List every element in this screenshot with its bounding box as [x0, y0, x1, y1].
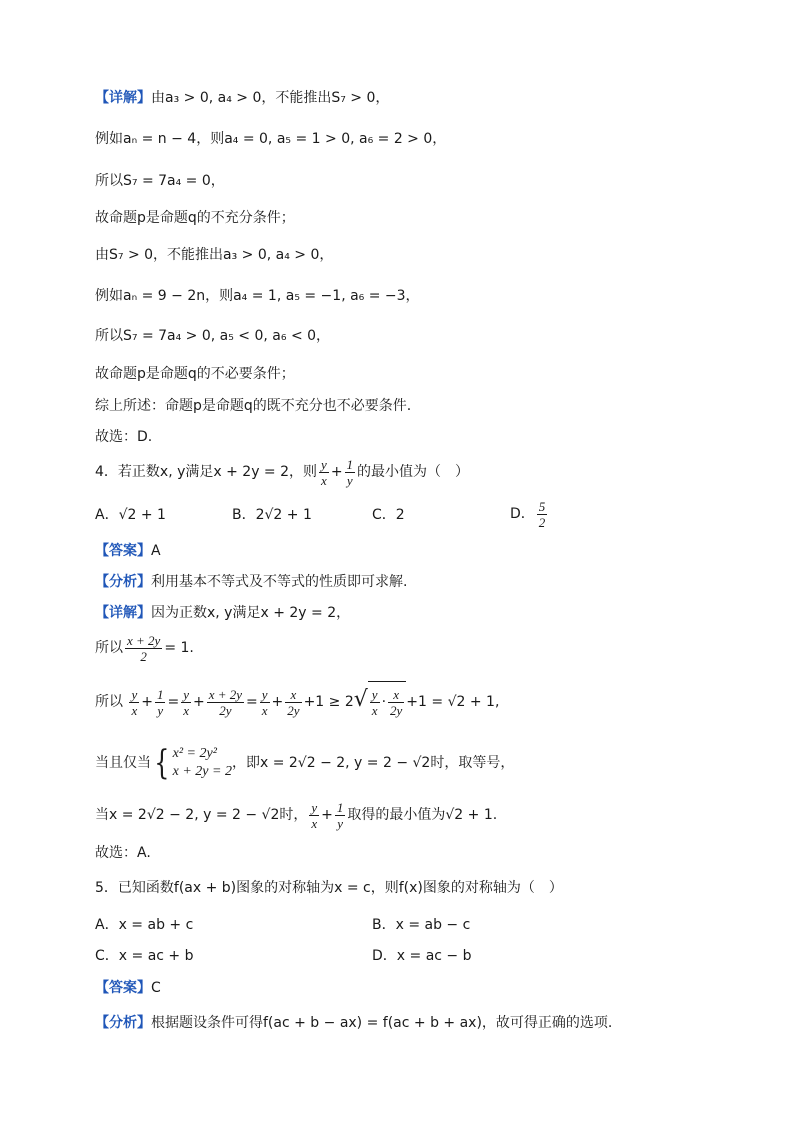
detail-line-3: 所以S₇ = 7a₄ = 0， — [95, 173, 225, 189]
detail-line-1 — [95, 88, 389, 108]
q4-option-d-frac: $\frac{5}{2}$ — [538, 498, 546, 530]
detail-line-6: 例如aₙ = 9 − 2n，则a₄ = 1, a₅ = −1, a₆ = −3， — [95, 288, 420, 304]
detail-line-7: 所以S₇ = 7a₄ > 0, a₅ < 0, a₆ < 0， — [95, 328, 331, 344]
q5-option-c: C．x = ac + b — [95, 948, 194, 964]
q5-stem: 5．已知函数f(ax + b)图象的对称轴为x = c，则f(x)图象的对称轴为（ ） — [95, 880, 563, 896]
q4-option-a: A．√2 + 1 — [95, 507, 166, 523]
q4-option-d: D． $\frac{5}{2}$ — [510, 498, 546, 530]
q4-stem: 4．若正数x, y满足x + 2y = 2，则 $\frac{y}{x}$ + $\frac{1}{y}$ 的最小值为（ ） — [95, 456, 470, 488]
q4-stem-a: 4．若正数x, y满足x + 2y = 2，则 — [95, 464, 318, 480]
q4-frac-1-over-y: $\frac{1}{y}$ — [346, 456, 354, 488]
q5-option-a: A．x = ab + c — [95, 917, 194, 933]
q4-frac-y-over-x: $\frac{y}{x}$ — [321, 456, 327, 488]
q4-step-2: 所以 $\frac{y}{x}$ + $\frac{1}{y}$ = $\frac{y}{x}$ + $\frac{x + 2y}{2y}$ = $\frac{y}{x}$ + $\frac{x}{2y}$ +1 ≥ 2√ $\frac{y}{x}$ · $\frac{x}{2y}$ +1 = √2 + 1, — [95, 680, 499, 722]
q4-step1-frac: $\frac{x + 2y}{2}$ — [127, 632, 161, 664]
q4-choice: 故选：A. — [95, 845, 151, 861]
q4-answer: 【答案】A — [95, 543, 161, 559]
q4-step-1: 所以 $\frac{x + 2y}{2}$ = 1. — [95, 632, 194, 664]
q4-detail: 【详解】因为正数x, y满足x + 2y = 2， — [95, 605, 351, 621]
detail-line-8: 故命题p是命题q的不必要条件； — [95, 366, 295, 382]
q4-option-b: B．2√2 + 1 — [232, 507, 312, 523]
q5-answer: 【答案】C — [95, 980, 161, 996]
detail-line-5: 由S₇ > 0，不能推出a₃ > 0, a₄ > 0， — [95, 247, 334, 263]
q4-step-3: 当且仅当{ x² = 2y² x + 2y = 2 ，即x = 2√2 − 2, y = 2 − √2时，取等号， — [95, 743, 515, 783]
q5-analysis: 【分析】根据题设条件可得f(ac + b − ax) = f(ac + b + ax)，故可得正确的选项. — [95, 1015, 613, 1031]
q4-step-4: 当x = 2√2 − 2, y = 2 − √2时， $\frac{y}{x}$ + $\frac{1}{y}$ 取得的最小值为√2 + 1. — [95, 799, 498, 831]
detail-tag: 【详解】 — [95, 90, 151, 106]
detail-line-4: 故命题p是命题q的不充分条件； — [95, 210, 295, 226]
q5-option-d: D．x = ac − b — [372, 948, 472, 964]
detail-line-9: 综上所述：命题p是命题q的既不充分也不必要条件. — [95, 398, 412, 414]
detail-text: 由a₃ > 0, a₄ > 0，不能推出S₇ > 0， — [151, 90, 390, 106]
q4-analysis: 【分析】利用基本不等式及不等式的性质即可求解. — [95, 574, 408, 590]
q5-option-b: B．x = ab − c — [372, 917, 471, 933]
detail-line-2: 例如aₙ = n − 4，则a₄ = 0, a₅ = 1 > 0, a₆ = 2 > 0， — [95, 131, 447, 147]
detail-line-10: 故选：D. — [95, 429, 153, 445]
q4-option-c: C．2 — [372, 507, 405, 523]
q4-stem-b: 的最小值为（ ） — [357, 464, 470, 480]
